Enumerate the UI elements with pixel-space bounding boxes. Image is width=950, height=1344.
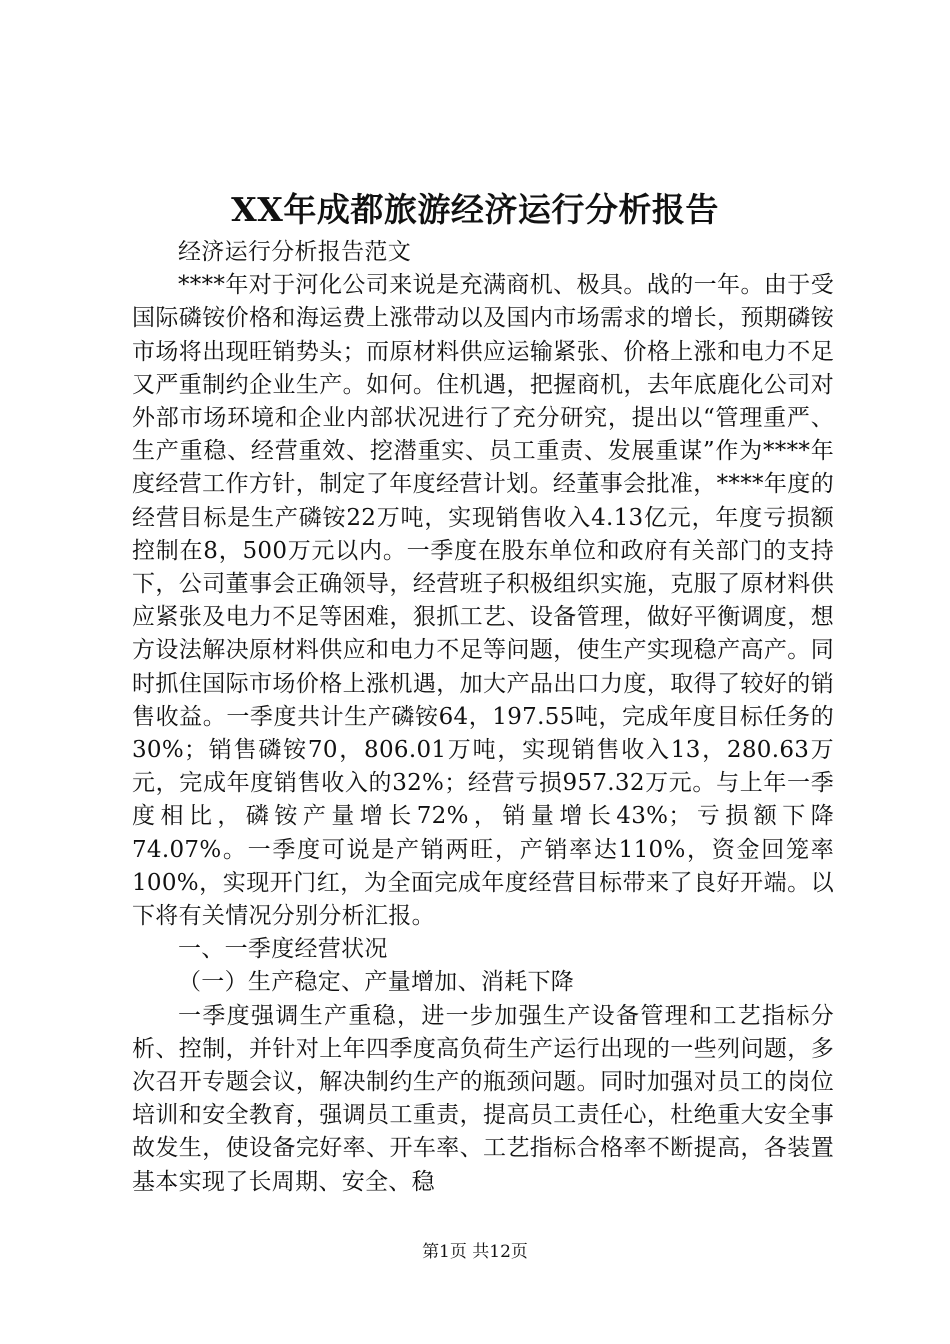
document-body [132,236,834,1199]
paragraph-intro: ****年对于河化公司来说是充满商机、极具。战的一年。由于受国际磷铵价格和海运费上涨带动以及国内市场需求的增长，预期磷铵市场将出现旺销势头；而原材料供应运输紧张、价格上涨和电力不足又严重制约企业生产。如何。住机遇，把握商机，去年底鹿化公司对外部市场环境和企业内部状况进行了充分研究，提出以“管理重严、生产重稳、经营重效、挖潜重实、员工重责、发展重谋”作为****年度经营工作方针，制定了年度经营计划。经董事会批准，****年度的经营目标是生产磷铵22万吨，实现销售收入4.13亿元，年度亏损额控制在8，500万元以内。一季度在股东单位和政府有关部门的支持下，公司董事会正确领导，经营班子积极组织实施，克服了原材料供应紧张及电力不足等困难，狠抓工艺、设备管理，做好平衡调度，想方设法解决原材料供应和电力不足等问题，使生产实现稳产高产。同时抓住国际市场价格上涨机遇，加大产品出口力度，取得了较好的销售收益。一季度共计生产磷铵64，197.55吨，完成年度目标任务的30%；销售磷铵70，806.01万吨，实现销售收入13，280.63万元，完成年度销售收入的32%；经营亏损957.32万元。与上年一季度相比，磷铵产量增长72%，销量增长43%；亏损额下降74.07%。一季度可说是产销两旺，产销率达110%，资金回笼率100%，实现开门红，为全面完成年度经营目标带来了良好开端。以下将有关情况分别分析汇报。 [132,272,834,930]
section-heading: 一、一季度经营状况 [178,936,388,963]
subsection-heading: （一）生产稳定、产量增加、消耗下降 [178,969,575,996]
paragraph-production: 一季度强调生产重稳，进一步加强生产设备管理和工艺指标分析、控制，并针对上年四季度高负荷生产运行出现的一些列问题，多次召开专题会议，解决制约生产的瓶颈问题。同时加强对员工的岗位培训和安全教育，强调员工重责，提高员工责任心，杜绝重大安全事故发生，使设备完好率、开车率、工艺指标合格率不断提高，各装置基本实现了长周期、安全、稳 [132,1002,834,1195]
page-number: 第1页 共12页 [422,1242,528,1262]
paragraph-subtitle: 经济运行分析报告范文 [178,239,411,265]
document-title: XX年成都旅游经济运行分析报告 [231,190,719,229]
